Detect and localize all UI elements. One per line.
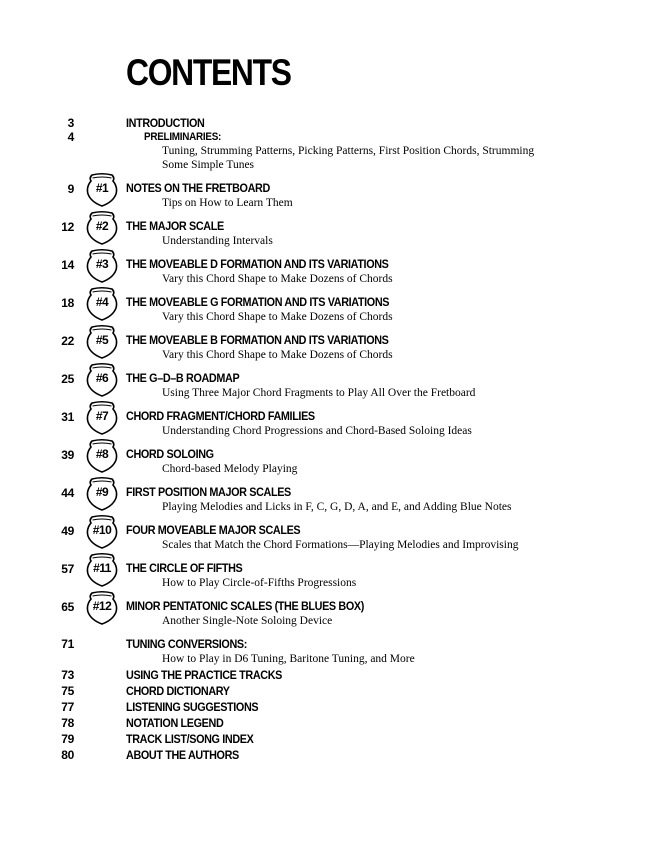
route-shield-icon: [82, 362, 122, 398]
toc-heading: THE MOVEABLE B FORMATION AND ITS VARIATIONS: [126, 333, 389, 347]
toc-heading: THE MAJOR SCALE: [126, 219, 224, 233]
toc-description: Chord-based Melody Playing: [162, 463, 298, 475]
toc-heading: THE CIRCLE OF FIFTHS: [126, 561, 243, 575]
roadmap-number: #12: [92, 599, 112, 613]
toc-description: How to Play Circle-of-Fifths Progressions: [162, 577, 357, 589]
toc-page-number: 65: [61, 600, 74, 614]
roadmap-number: #3: [95, 257, 109, 271]
toc-description: Using Three Major Chord Fragments to Play All Over the Fretboard: [162, 387, 476, 399]
toc-heading: THE MOVEABLE G FORMATION AND ITS VARIATIONS: [126, 295, 390, 309]
toc-page-number: 14: [61, 258, 74, 272]
route-shield-icon: [82, 400, 122, 436]
route-shield-icon: [82, 438, 122, 474]
toc-page-number: 9: [67, 182, 74, 196]
toc-description: Understanding Intervals: [162, 235, 273, 247]
route-shield-icon: [82, 590, 122, 626]
toc-page-number: 12: [61, 220, 74, 234]
toc-description: Scales that Match the Chord Formations—Playing Melodies and Improvising: [162, 539, 519, 551]
toc-page-number: 49: [61, 524, 74, 538]
roadmap-number: #2: [95, 219, 109, 233]
route-shield-icon: [82, 476, 122, 512]
toc-page-number: 80: [61, 748, 74, 762]
toc-page-number: 44: [61, 486, 74, 500]
route-shield-icon: [82, 172, 122, 208]
toc-heading: USING THE PRACTICE TRACKS: [126, 668, 283, 682]
toc-description: How to Play in D6 Tuning, Baritone Tuning, and More: [162, 653, 415, 665]
toc-heading: NOTES ON THE FRETBOARD: [126, 181, 270, 195]
toc-heading: FOUR MOVEABLE MAJOR SCALES: [126, 523, 301, 537]
toc-page-number: 79: [61, 732, 74, 746]
toc-heading: INTRODUCTION: [126, 116, 205, 130]
toc-page-number: 25: [61, 372, 74, 386]
toc-page-number: 77: [61, 700, 74, 714]
toc-page-number: 39: [61, 448, 74, 462]
toc-heading: CHORD DICTIONARY: [126, 684, 230, 698]
toc-description: Another Single-Note Soloing Device: [162, 615, 333, 627]
roadmap-number: #5: [95, 333, 109, 347]
roadmap-number: #10: [92, 523, 112, 537]
toc-page-number: 18: [61, 296, 74, 310]
toc-description: Tips on How to Learn Them: [162, 197, 293, 209]
route-shield-icon: [82, 324, 122, 360]
toc-heading: THE G–D–B ROADMAP: [126, 371, 240, 385]
toc-description: Vary this Chord Shape to Make Dozens of Chords: [162, 311, 393, 323]
toc-description: Some Simple Tunes: [162, 159, 255, 171]
toc-heading: NOTATION LEGEND: [126, 716, 224, 730]
toc-heading: LISTENING SUGGESTIONS: [126, 700, 259, 714]
route-shield-icon: [82, 210, 122, 246]
toc-subheading: PRELIMINARIES:: [144, 131, 222, 143]
toc-page-number: 73: [61, 668, 74, 682]
roadmap-number: #8: [95, 447, 109, 461]
toc-description: Tuning, Strumming Patterns, Picking Patterns, First Position Chords, Strumming: [162, 145, 535, 157]
roadmap-number: #9: [95, 485, 109, 499]
route-shield-icon: [82, 286, 122, 322]
toc-description: Vary this Chord Shape to Make Dozens of Chords: [162, 349, 393, 361]
toc-heading: TRACK LIST/SONG INDEX: [126, 732, 254, 746]
toc-heading: CHORD SOLOING: [126, 447, 214, 461]
toc-page-number: 78: [61, 716, 74, 730]
toc-description: Vary this Chord Shape to Make Dozens of Chords: [162, 273, 393, 285]
toc-page-number: 22: [61, 334, 74, 348]
toc-heading: MINOR PENTATONIC SCALES (THE BLUES BOX): [126, 599, 364, 613]
toc-heading: THE MOVEABLE D FORMATION AND ITS VARIATIONS: [126, 257, 389, 271]
toc-heading: FIRST POSITION MAJOR SCALES: [126, 485, 291, 499]
roadmap-number: #1: [95, 181, 109, 195]
toc-page-number: 4: [67, 130, 74, 144]
toc-description: Playing Melodies and Licks in F, C, G, D, A, and E, and Adding Blue Notes: [162, 501, 512, 513]
toc-heading: ABOUT THE AUTHORS: [126, 748, 239, 762]
roadmap-number: #7: [95, 409, 109, 423]
toc-page-number: 57: [61, 562, 74, 576]
roadmap-number: #4: [95, 295, 109, 309]
route-shield-icon: [82, 248, 122, 284]
route-shield-icon: [82, 514, 122, 550]
toc-description: Understanding Chord Progressions and Chord-Based Soloing Ideas: [162, 425, 472, 437]
page-title: CONTENTS: [126, 52, 291, 93]
toc-page-number: 75: [61, 684, 74, 698]
roadmap-number: #11: [93, 561, 111, 575]
toc-page-number: 71: [61, 637, 74, 651]
roadmap-number: #6: [95, 371, 109, 385]
toc-page-number: 31: [61, 410, 74, 424]
toc-page-number: 3: [67, 116, 74, 130]
route-shield-icon: [82, 552, 122, 588]
toc-heading: CHORD FRAGMENT/CHORD FAMILIES: [126, 409, 315, 423]
toc-heading: TUNING CONVERSIONS:: [126, 637, 247, 651]
